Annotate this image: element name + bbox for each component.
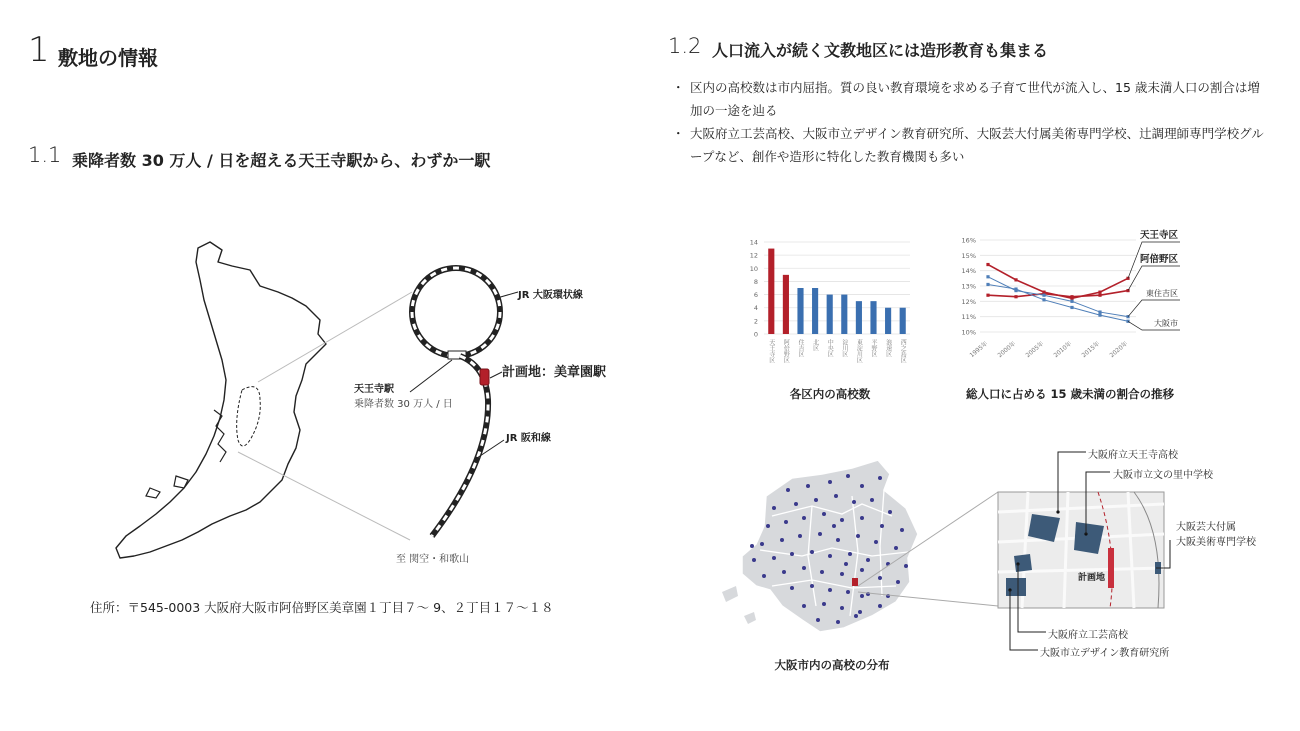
x-tick-label: 2020年 (1108, 340, 1130, 360)
tennoji-station-label: 天王寺駅 (354, 384, 394, 395)
y-tick-label: 16% (961, 236, 976, 245)
y-tick-label: 2 (753, 317, 758, 326)
section-1-2-number: 1.2 (668, 34, 702, 58)
series-label: 阿倍野区 (1139, 254, 1178, 265)
y-tick-label: 14 (749, 238, 758, 247)
x-tick-label: 浪速区 (884, 339, 892, 357)
y-tick-label: 8 (753, 277, 758, 286)
section-1-2-title: 人口流入が続く文教地区には造形教育も集まる (712, 41, 1049, 60)
series-label: 東住吉区 (1146, 289, 1178, 298)
y-tick-label: 11% (961, 313, 976, 322)
x-tick-label: 2005年 (1024, 340, 1046, 360)
section-1-1-title: 乗降者数 30 万人 / 日を超える天王寺駅から、わずか一駅 (72, 151, 491, 170)
x-tick-label: 天王寺区 (767, 339, 775, 363)
section-1-title: 敷地の情報 (58, 46, 158, 70)
x-tick-label: 西之島区 (899, 339, 907, 363)
y-tick-label: 4 (753, 304, 758, 313)
school-map-caption: 大阪市内の高校の分布 (774, 658, 890, 672)
kogei-label: 大阪府立工芸高校 (1048, 630, 1128, 641)
x-tick-label: 2000年 (996, 340, 1018, 360)
geidai-label-line2: 大阪美術専門学校 (1176, 537, 1256, 548)
series-label: 天王寺区 (1139, 230, 1178, 241)
loop-line-label: JR 大阪環状線 (518, 290, 583, 301)
y-tick-label: 10 (749, 264, 758, 273)
x-tick-label: 2015年 (1080, 340, 1102, 360)
x-tick-label: 平野区 (870, 339, 877, 357)
x-tick-label: 阿倍野区 (782, 339, 790, 363)
tennoji-high-label: 大阪府立天王寺高校 (1088, 450, 1178, 461)
direction-label: 至 関空・和歌山 (396, 554, 470, 565)
bunnosato-label: 大阪市立文の里中学校 (1113, 470, 1213, 481)
detail-site-label: 計画地 (1078, 573, 1106, 583)
site-address: 住所：〒545-0003 大阪府大阪市阿倍野区美章園１丁目７～ 9、２丁目１７～１８ (90, 600, 554, 615)
x-tick-label: 1995年 (968, 340, 990, 360)
y-tick-label: 13% (961, 282, 976, 291)
y-tick-label: 12% (961, 297, 976, 306)
y-tick-label: 12 (749, 251, 758, 260)
x-tick-label: 東淀川区 (855, 339, 863, 363)
tennoji-ridership-label: 乗降者数 30 万人 / 日 (354, 399, 453, 410)
x-tick-label: 住吉区 (797, 339, 804, 357)
site-station-label: 計画地：美章園駅 (502, 365, 607, 380)
y-tick-label: 15% (961, 251, 976, 260)
x-tick-label: 淀川区 (840, 339, 848, 357)
x-tick-label: 2010年 (1052, 340, 1074, 360)
x-tick-label: 北区 (811, 339, 819, 351)
y-tick-label: 14% (961, 267, 976, 276)
design-institute-label: 大阪市立デザイン教育研究所 (1040, 648, 1170, 659)
section-1-1-number: 1.1 (28, 143, 62, 167)
y-tick-label: 6 (753, 291, 758, 300)
line-chart-caption: 総人口に占める 15 歳未満の割合の推移 (965, 387, 1174, 401)
hanwa-line-label: JR 阪和線 (506, 433, 551, 444)
bullet-item: ・ 大阪府立工芸高校、大阪市立デザイン教育研究所、大阪芸大付属美術専門学校、辻調理師専門学校グループなど、創作や造形に特化した教育機関も多い (672, 122, 1272, 168)
geidai-label-line1: 大阪芸大付属 (1176, 522, 1236, 533)
y-tick-label: 10% (961, 328, 976, 337)
section-1-number: 1 (28, 30, 50, 70)
bar-chart-caption: 各区内の高校数 (789, 387, 871, 401)
x-tick-label: 中央区 (826, 339, 834, 357)
bullet-item: ・ 区内の高校数は市内屈指。質の良い教育環境を求める子育て世代が流入し、15 歳未満人口の割合は増加の一途を辿る (672, 76, 1272, 122)
series-label: 大阪市 (1154, 319, 1178, 328)
y-tick-label: 0 (753, 330, 758, 339)
